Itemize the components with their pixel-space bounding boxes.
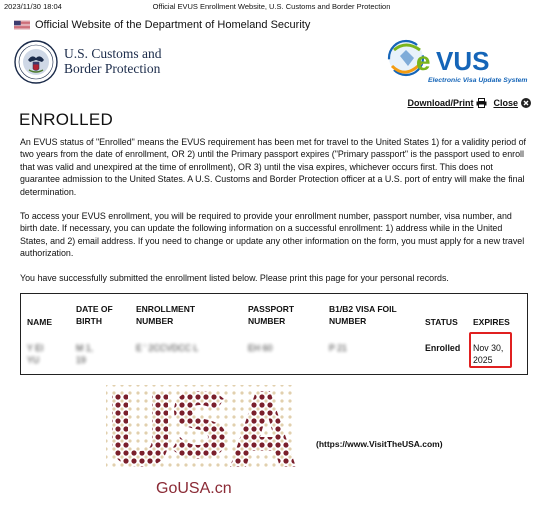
cell-name <box>27 342 43 366</box>
dhs-seal-icon <box>14 40 58 84</box>
expires-highlight-box <box>469 332 512 368</box>
cell-expires-line2: 2025 <box>473 355 493 365</box>
col-header-dob <box>76 303 113 327</box>
cell-visa-number: P 21 <box>329 343 347 353</box>
print-page-title: Official EVUS Enrollment Website, U.S. Customs and Border Protection <box>152 2 391 11</box>
gousa-logo <box>106 385 296 503</box>
col-header-dob-line1: DATE OF <box>76 304 113 314</box>
col-header-status: STATUS <box>425 317 458 327</box>
gov-banner-text: Official Website of the Department of Homeland Security <box>35 19 311 31</box>
gov-banner <box>14 18 310 32</box>
col-header-enrollment-line1: ENROLLMENT <box>136 304 196 314</box>
col-header-enrollment-line2: NUMBER <box>136 316 174 326</box>
col-header-passport <box>248 303 294 327</box>
cell-name-line1: Y EI <box>27 343 44 353</box>
cell-passport-number: EH 60 <box>248 343 273 353</box>
agency-name <box>64 46 162 76</box>
us-flag-icon <box>14 20 30 30</box>
submission-confirmation: You have successfully submitted the enrollment listed below. Please print this page for your personal records. <box>20 273 449 283</box>
print-timestamp: 2023/11/30 18:04 <box>4 2 62 11</box>
col-header-name: NAME <box>27 317 53 327</box>
access-instructions: To access your EVUS enrollment, you will be required to provide your enrollment number, passport number, visa number, and birth date. If necessary, you can update the following information on a successful enrollment: 1) address while in the United States, and 2) email address. If you need to change or update any other information on the form, you must apply for a new travel authorization. <box>20 211 525 259</box>
cell-enrollment-number: E ' 2CCVDCC L <box>136 343 199 353</box>
col-header-expires: EXPIRES <box>473 317 510 327</box>
col-header-enrollment <box>136 303 195 327</box>
printer-icon[interactable] <box>476 98 487 108</box>
cell-dob-line2: 19 <box>76 355 86 365</box>
cell-expires-line1: Nov 30, <box>473 343 504 353</box>
enrollment-table <box>20 293 528 375</box>
gousa-text: GoUSA.cn <box>156 480 232 497</box>
agency-name-line1: U.S. Customs and <box>64 46 162 61</box>
agency-name-line2: Border Protection <box>64 61 161 76</box>
cell-dob <box>76 342 93 366</box>
page-actions <box>407 98 531 108</box>
cell-name-line2: YU <box>27 355 40 365</box>
visit-usa-link[interactable]: (https://www.VisitTheUSA.com) <box>316 439 443 449</box>
col-header-visa-line1: B1/B2 VISA FOIL <box>329 304 397 314</box>
evus-tagline: Electronic Visa Update System <box>428 77 528 84</box>
col-header-passport-line2: NUMBER <box>248 316 286 326</box>
cell-dob-line1: M 1, <box>76 343 94 353</box>
evus-logo <box>386 36 536 88</box>
col-header-visa-foil <box>329 303 397 327</box>
close-link[interactable]: Close <box>493 98 518 108</box>
col-header-passport-line1: PASSPORT <box>248 304 295 314</box>
page-title: ENROLLED <box>19 110 114 129</box>
usa-dotted-letters <box>106 385 296 471</box>
cell-status: Enrolled <box>425 343 461 353</box>
close-icon[interactable] <box>521 98 531 108</box>
col-header-visa-line2: NUMBER <box>329 316 367 326</box>
evus-logo-vus: VUS <box>436 46 490 76</box>
evus-logo-e: e <box>416 46 431 76</box>
print-header <box>4 2 539 14</box>
download-print-link[interactable]: Download/Print <box>407 98 474 108</box>
status-explanation: An EVUS status of "Enrolled" means the EVUS requirement has been met for travel to the United States 1) for a validity period of two years from the date of enrollment, OR 2) until the Primary passport expires ("Primary passport" is the passport used to enroll that was valid and unexpired at the time of enrollment), OR 3) until the visa expires, whichever occurs first. This does not guarantee admission to the United States. A U.S. Customs and Border Protection officer at a U.S. port of entry will make the final determination. <box>20 137 527 197</box>
col-header-dob-line2: BIRTH <box>76 316 102 326</box>
